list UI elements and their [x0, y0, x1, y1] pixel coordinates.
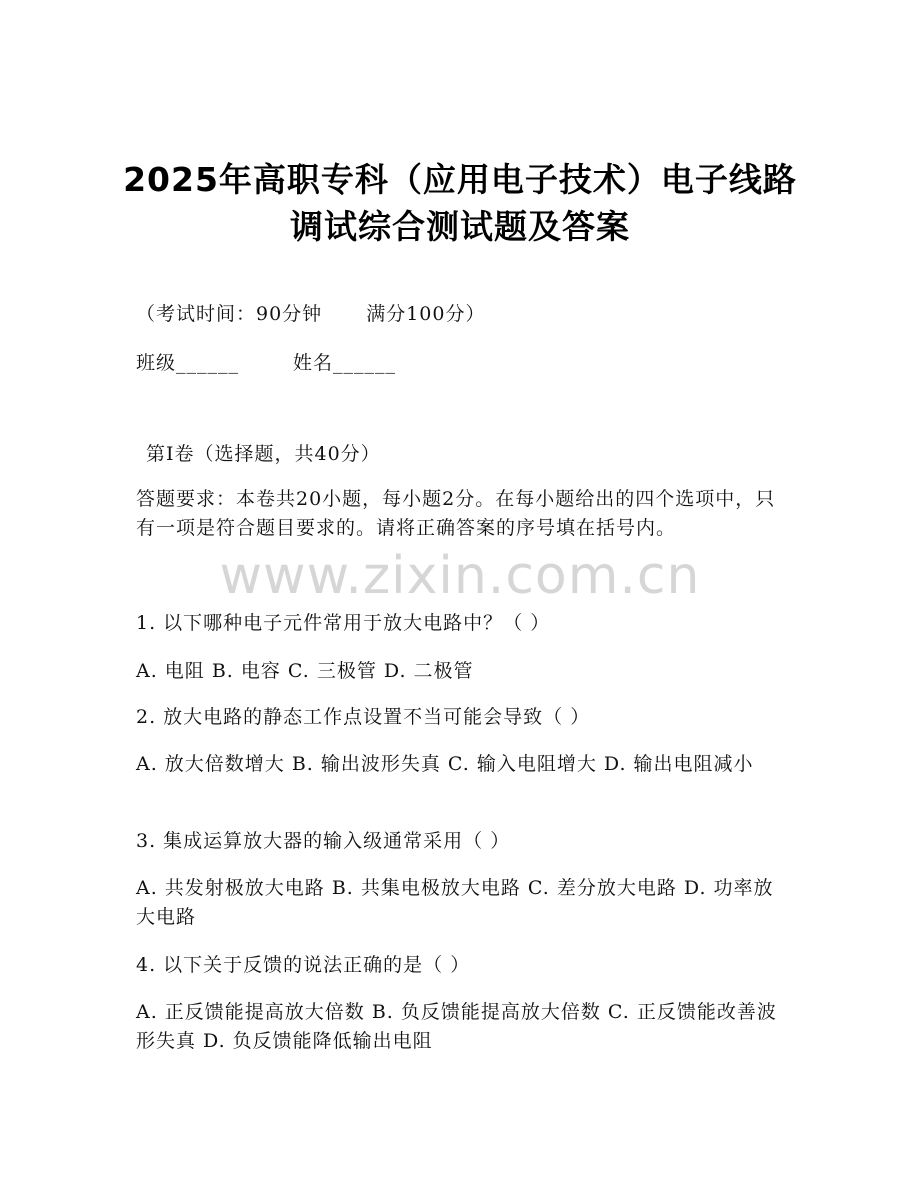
document-title-line-2: 调试综合测试题及答案 — [290, 207, 630, 246]
question-1-options: A. 电阻 B. 电容 C. 三极管 D. 二极管 — [136, 660, 474, 682]
class-field: 班级______ — [136, 352, 240, 374]
question-4-stem: 4. 以下关于反馈的说法正确的是（ ） — [136, 954, 471, 976]
question-2-stem: 2. 放大电路的静态工作点设置不当可能会导致（ ） — [136, 706, 591, 728]
exam-full-score: 满分100分） — [366, 303, 486, 325]
section-heading: 第I卷（选择题，共40分） — [146, 443, 381, 465]
question-4-options: A. 正反馈能提高放大倍数 B. 负反馈能提高放大倍数 C. 正反馈能改善波形失真 D. 负反馈能降低输出电阻 — [136, 1001, 777, 1052]
exam-time: （考试时间：90分钟 — [136, 303, 323, 325]
document-title-line-1: 2025年高职专科（应用电子技术）电子线路 — [123, 160, 797, 199]
exam-time-score — [136, 301, 485, 327]
section-instructions: 答题要求：本卷共20小题，每小题2分。在每小题给出的四个选项中，只有一项是符合题目要求的。请将正确答案的序号填在括号内。 — [136, 488, 776, 539]
name-field: 姓名______ — [293, 352, 397, 374]
question-2-options: A. 放大倍数增大 B. 输出波形失真 C. 输入电阻增大 D. 输出电阻减小 — [136, 753, 754, 775]
watermark: www.zixin.com.cn — [219, 546, 701, 606]
question-3-stem: 3. 集成运算放大器的输入级通常采用（ ） — [136, 830, 511, 852]
student-fields — [136, 350, 396, 376]
question-3-options: A. 共发射极放大电路 B. 共集电极放大电路 C. 差分放大电路 D. 功率放大电路 — [136, 877, 774, 928]
question-1-stem: 1. 以下哪种电子元件常用于放大电路中？（ ） — [136, 612, 551, 634]
